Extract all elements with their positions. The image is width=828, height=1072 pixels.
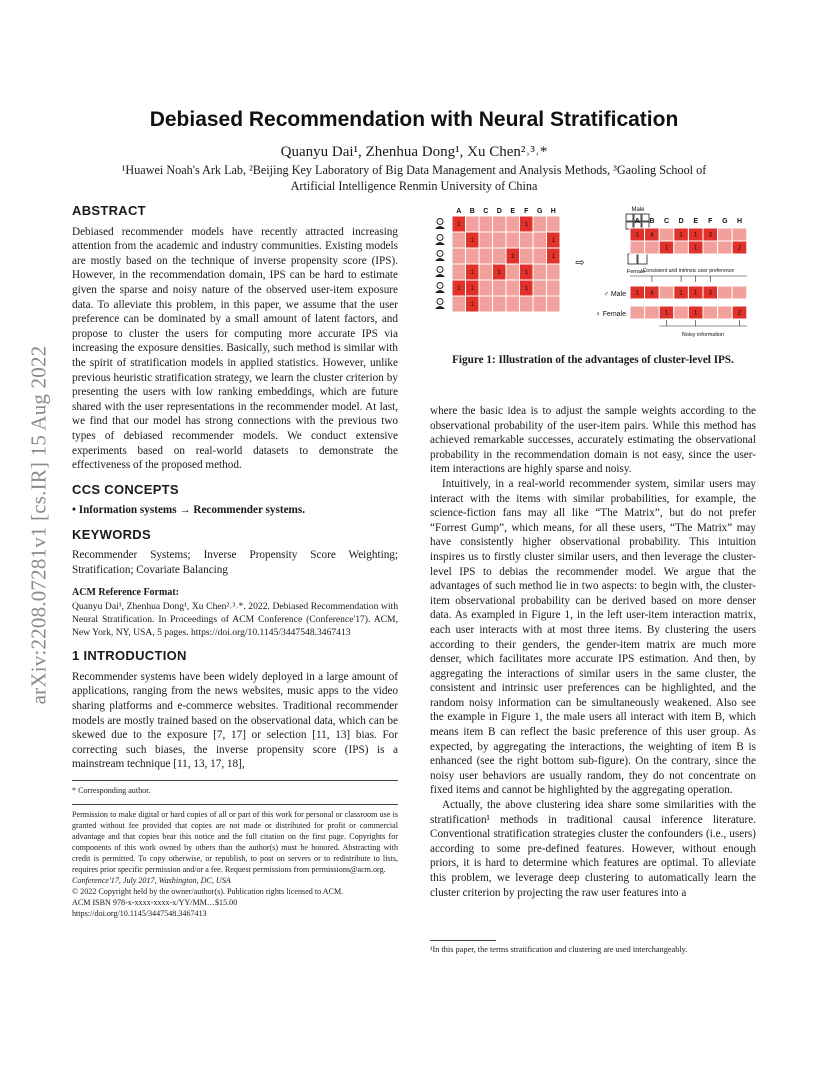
arxiv-id-text: arXiv:2208.07281v1 [cs.IR] 15 Aug 2022 (26, 345, 51, 705)
left-matrix-cell (533, 280, 547, 296)
right-para-3: Actually, the above clustering idea share some similarities with the stratification¹ methods in traditional causal inference literature. Conventional stratification strategies cluster the confounders (i.e., users) according to some pre-defined features. However, without enough priors, it is hard to determine which features are optimal. To alleviate this problem, we leverage deep clustering to automatically learn the cluster criterion by projecting the raw user features into a (430, 799, 756, 899)
male-row-cell (718, 286, 733, 299)
female-cluster-label: Female (626, 269, 646, 275)
right-matrix-cell (630, 241, 645, 254)
user-icon-body (435, 290, 445, 293)
left-matrix-cell (479, 248, 493, 264)
right-footnote-divider (430, 940, 496, 941)
female-row-cell (703, 306, 718, 319)
left-column (72, 204, 398, 919)
user-icon-body (435, 242, 445, 245)
male-cluster-label: Male (631, 207, 645, 213)
user-icon-head (437, 267, 443, 273)
left-matrix-cell (506, 232, 520, 248)
left-matrix-cell (520, 232, 534, 248)
right-matrix-cell-value: 2 (737, 245, 742, 252)
left-matrix-cell-value: 1 (497, 270, 501, 277)
left-matrix-cell (466, 216, 480, 232)
doi-line: https://doi.org/10.1145/3447548.3467413 (72, 909, 207, 918)
user-icon-head (437, 219, 443, 225)
left-matrix-col-header: A (456, 208, 462, 215)
right-matrix-col-header: D (678, 218, 684, 225)
male-row-cell (732, 286, 747, 299)
right-matrix-cell-value: 1 (694, 232, 698, 239)
abstract-text: Debiased recommender models have recently attracted increasing attention from the academic and industry communities. Existing models are mostly based on the technique of inverse propensity score (IPS). However, in the recommendation domain, IPS can be hard to estimate given the sparse and noisy nature of the observed user-item exposure data. To alleviate this problem, in this paper, we assume that the user preference can be dominated by a small amount of latent factors, and propose to cluster the users for computing more accurate IPS via increasing the exposure densities. Basically, such method is similar with the spirit of stratification models in applied statistics. However, unlike previous heuristic stratification strategy, we learn the cluster criterion by presenting the users with low ranking embeddings, which are future shared with the user representations in the recommender model. At last, we find that our model has strong connections with the previous two types of debiased recommender models. We conduct extensive experiments based on real-world datasets to demonstrate the effectiveness of the proposed method. (72, 225, 398, 472)
male-row-cell-value: 1 (679, 290, 683, 297)
left-matrix-cell (493, 296, 507, 312)
footnote-divider (72, 780, 398, 781)
left-matrix-cell (520, 296, 534, 312)
left-matrix-cell (506, 296, 520, 312)
left-matrix-cell (533, 296, 547, 312)
user-icon-head (437, 299, 443, 305)
left-matrix-cell (493, 248, 507, 264)
male-row-cell-value: 3 (708, 290, 712, 297)
left-matrix-cell (533, 248, 547, 264)
right-matrix-col-header: F (708, 218, 713, 225)
noisy-information-label: Noisy information (681, 332, 725, 338)
permission-divider (72, 804, 398, 805)
left-matrix-cell (452, 232, 466, 248)
left-matrix-cell (506, 280, 520, 296)
left-matrix-cell (547, 264, 561, 280)
keywords-text: Recommender Systems; Inverse Propensity Score Weighting; Stratification; Covariate Balancing (72, 549, 398, 577)
stratification-footnote: ¹In this paper, the terms stratification and clustering are used interchangeably. (430, 945, 688, 954)
female-row-cell (630, 306, 645, 319)
left-matrix-cell-value: 1 (524, 270, 528, 277)
left-matrix-cell (452, 264, 466, 280)
left-matrix-col-header: D (496, 208, 502, 215)
paper-title: Debiased Recommendation with Neural Stratification (149, 108, 679, 131)
left-matrix-cell (479, 296, 493, 312)
female-row-label: ♀ Female (595, 311, 626, 318)
right-matrix-cell (732, 228, 747, 241)
female-row-cell (718, 306, 733, 319)
right-footnote (430, 940, 756, 954)
left-matrix-cell (547, 280, 561, 296)
affiliation-line-1: ¹Huawei Noah's Ark Lab, ²Beijing Key Laboratory of Big Data Management and Analysis Methods, ³Gaoling School of (121, 163, 707, 177)
male-row-cell-value: 1 (694, 290, 698, 297)
left-matrix-cell-value: 1 (457, 286, 461, 293)
right-para-2: Intuitively, in a real-world recommender system, similar users may interact with the items with similar probabilities, for example, the science-fiction fans may all like “The Matrix”, but do not prefer “Forrest Gump”, which means, for all these users, “The Matrix” may have consistently higher observational probability. This intuition inspires us to firstly cluster similar users, and then leverage the cluster-level IPS to debias the recommender model. We argue that the advantages of such method lie in two aspects: to begin with, the cluster-item observational probability can be derived based on more denser data. As exampled in Figure 1, in the left user-item interaction matrix, each user interacts with at most three items. By clustering the users according to their genders, the gender-item matrix are much more denser, which facilitates more accurate IPS estimation. And then, by aggregating the interactions of similar users in the same cluster, the consistent and intrinsic user preferences can be highlighted, and the random noisy information can be simultaneously weakened. Also see the example in Figure 1, the male users all interact with item B, which means item B can reflect the basic preference of this user group. As expected, by aggregating the interactions, the weighting of item B is enhanced (see the right bottom sub-figure). On the contrary, since the noisy user behaviors are usually random, they do not concentrate on fixed items and cannot be highlighted by the aggregating operation. (430, 477, 756, 797)
left-matrix-cell-value: 1 (551, 238, 555, 245)
figure-1 (430, 202, 756, 342)
left-matrix-cell (520, 248, 534, 264)
acm-ref-text: Quanyu Dai¹, Zhenhua Dong¹, Xu Chen²˒³˒*. 2022. Debiased Recommendation with Neural Stratification. In Proceedings of ACM Conference (Conference'17). ACM, New York, NY, USA, 5 pages. https://doi.org/10.1145/3447548.3467413 (72, 601, 398, 639)
permission-notice: Permission to make digital or hard copies of all or part of this work for personal or classroom use is granted without fee provided that copies are not made or distributed for profit or commercial advantage and that copies bear this notice and the full citation on the first page. Copyrights for components of this work owned by others than the author(s) must be honored. Abstracting with credit is permitted. To copy otherwise, or republish, to post on servers or to redistribute to lists, requires prior specific permission and/or a fee. Request permissions from permissions@acm.org. (72, 810, 398, 874)
left-matrix-cell-value: 1 (470, 270, 474, 277)
transform-arrow-icon: ⇨ (575, 257, 585, 269)
left-matrix-cell-value: 1 (511, 254, 515, 261)
left-matrix-cell (452, 248, 466, 264)
male-row-cell (659, 286, 674, 299)
user-icon-body (435, 258, 445, 261)
right-matrix-col-header: H (736, 218, 743, 225)
user-icon-body (435, 274, 445, 277)
affiliation-line-2: Artificial Intelligence Renmin University of China (290, 179, 538, 193)
left-matrix-cell (506, 264, 520, 280)
copyright-line: © 2022 Copyright held by the owner/author(s). Publication rights licensed to ACM. (72, 887, 344, 896)
left-matrix-cell (533, 264, 547, 280)
paper-authors: Quanyu Dai¹, Zhenhua Dong¹, Xu Chen²˒³˒* (280, 144, 548, 160)
right-matrix-cell-value: 1 (694, 245, 698, 252)
figure-1-illustration (430, 202, 756, 342)
introduction-heading: 1 INTRODUCTION (72, 648, 187, 664)
user-icon-body (435, 306, 445, 309)
left-matrix-cell (493, 280, 507, 296)
acm-ref-heading: ACM Reference Format: (72, 586, 179, 598)
right-matrix-cell (674, 241, 689, 254)
introduction-para-1: Recommender systems have been widely deployed in a large amount of applications, ranging from the news websites, music apps to the video sharing platforms and e-commerce websites. Traditional recommender models are mostly trained based on the observational data, which can be skewed due to the exposure [7, 17] or selection [11, 13] bias. For correcting such biases, the inverse propensity score (IPS) is a mainstream technique [11, 13, 17, 18], (72, 670, 398, 771)
isbn-line: ACM ISBN 978-x-xxxx-xxxx-x/YY/MM…$15.00 (72, 898, 238, 907)
left-matrix-cell (533, 232, 547, 248)
left-matrix-col-header: E (510, 208, 516, 215)
right-matrix-cell-value: 1 (679, 232, 683, 239)
left-matrix-cell (533, 216, 547, 232)
female-row-cell (645, 306, 660, 319)
right-matrix-col-header: G (722, 218, 728, 225)
consistent-preference-label: Consistent and intrinsic user preference (642, 268, 735, 274)
left-matrix-cell (466, 248, 480, 264)
right-matrix-col-header: E (693, 218, 699, 225)
left-matrix-cell (547, 216, 561, 232)
right-matrix-cell (718, 241, 733, 254)
right-matrix-col-header: B (649, 218, 655, 225)
right-matrix-cell-value: 4 (650, 232, 654, 239)
right-matrix-cell-value: 1 (664, 245, 669, 252)
left-matrix-cell-value: 1 (524, 286, 528, 293)
right-matrix-cell-value: 3 (708, 232, 712, 239)
right-matrix-cell (703, 241, 718, 254)
left-matrix-cell-value: 1 (470, 238, 474, 245)
left-matrix-col-header: H (550, 208, 556, 215)
female-row-cell-value: 1 (664, 310, 669, 317)
left-matrix-cell (479, 232, 493, 248)
male-row-label: ♂ Male (603, 291, 626, 298)
left-matrix-cell (479, 280, 493, 296)
left-matrix-cell (479, 264, 493, 280)
right-matrix-cell-value: 1 (635, 232, 639, 239)
left-matrix-cell (493, 216, 507, 232)
male-row-cell-value: 4 (650, 290, 654, 297)
female-row-cell-value: 1 (694, 310, 698, 317)
left-matrix-cell (547, 296, 561, 312)
male-user-icon (626, 214, 633, 221)
left-matrix-cell-value: 1 (470, 286, 474, 293)
right-matrix-col-header: C (663, 218, 670, 225)
user-icon-head (437, 235, 443, 241)
left-matrix-cell-value: 1 (457, 222, 461, 229)
left-matrix-cell (452, 296, 466, 312)
female-user-icon (628, 254, 637, 264)
abstract-heading: ABSTRACT (72, 203, 146, 218)
arxiv-sidebar-stamp (24, 290, 54, 760)
right-matrix-cell (659, 228, 674, 241)
user-icon-body (435, 226, 445, 229)
female-user-icon (638, 254, 647, 264)
female-row-cell-value: 2 (737, 310, 742, 317)
male-row-cell-value: 1 (635, 290, 639, 297)
right-para-1: where the basic idea is to adjust the sample weights according to the observational probability of the user-item pairs. While this method has achieved remarkable successes, accurately estimating the observational probability in the recommendation domain is not easy, since the user-item interactions are highly sparse and noisy. (430, 405, 756, 476)
keywords-heading: KEYWORDS (72, 526, 151, 542)
figure-1-caption: Figure 1: Illustration of the advantages of cluster-level IPS. (452, 354, 734, 366)
right-column (430, 404, 756, 900)
left-matrix-cell-value: 1 (551, 254, 555, 261)
left-matrix-cell-value: 1 (524, 222, 528, 229)
right-matrix-cell (645, 241, 660, 254)
corresponding-author-note: * Corresponding author. (72, 786, 151, 795)
right-matrix-col-header: A (634, 218, 640, 225)
conference-line: Conference'17, July 2017, Washington, DC, USA (72, 876, 231, 885)
left-matrix-cell (479, 216, 493, 232)
user-icon-head (437, 283, 443, 289)
male-user-icon (642, 214, 649, 221)
left-matrix-col-header: B (469, 208, 475, 215)
left-matrix-col-header: F (524, 208, 529, 215)
ccs-heading: CCS CONCEPTS (72, 481, 179, 497)
left-matrix-cell (493, 232, 507, 248)
left-matrix-cell (506, 216, 520, 232)
right-matrix-cell (718, 228, 733, 241)
left-matrix-col-header: G (537, 208, 543, 215)
ccs-text: • Information systems → Recommender systems. (72, 504, 306, 517)
left-matrix-cell-value: 1 (470, 302, 474, 309)
female-row-cell (674, 306, 689, 319)
paper-affiliations (80, 162, 748, 194)
user-icon-head (437, 251, 443, 257)
left-matrix-col-header: C (483, 208, 489, 215)
